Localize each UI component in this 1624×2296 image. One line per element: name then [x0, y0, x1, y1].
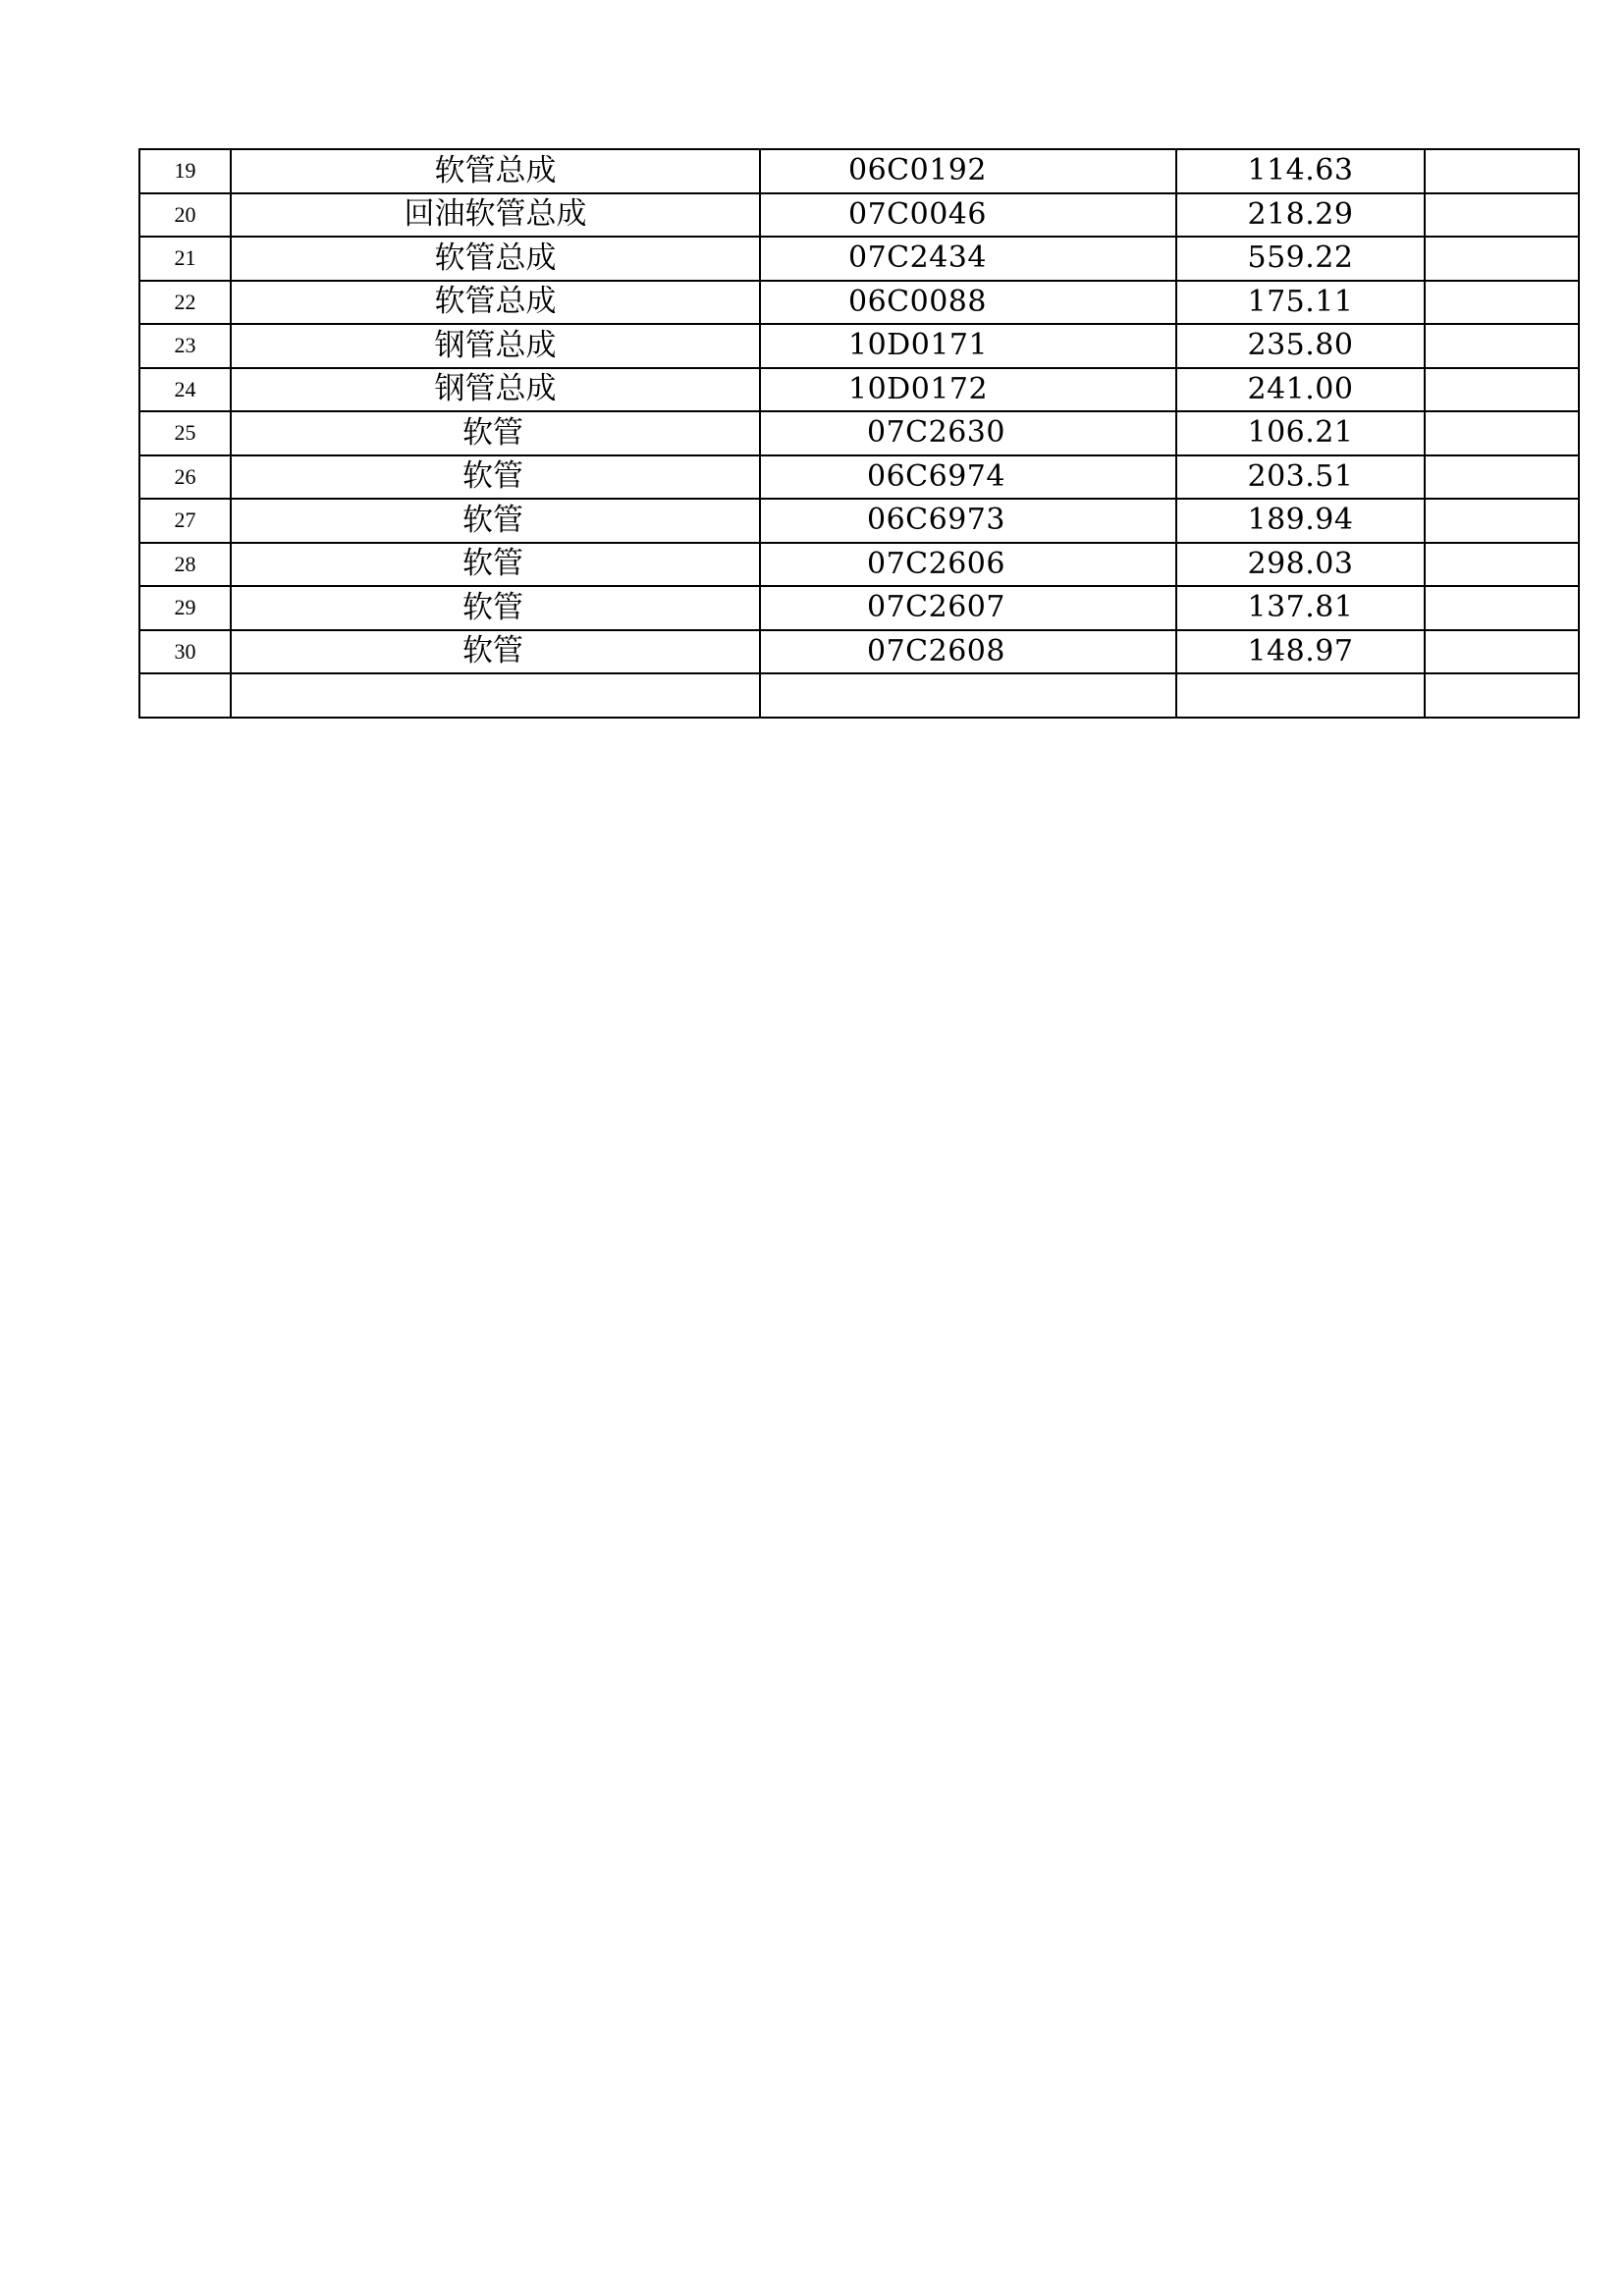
part-code: 07C2607 — [760, 586, 1176, 630]
table-row — [139, 324, 1579, 368]
part-name: 钢管总成 — [231, 368, 760, 412]
row-number: 30 — [139, 630, 231, 674]
part-name: 软管 — [231, 411, 760, 455]
part-code — [760, 673, 1176, 718]
row-number: 23 — [139, 324, 231, 368]
part-name: 软管总成 — [231, 237, 760, 281]
part-code: 06C0192 — [760, 149, 1176, 193]
part-price: 203.51 — [1176, 455, 1425, 500]
part-price: 106.21 — [1176, 411, 1425, 455]
part-price: 137.81 — [1176, 586, 1425, 630]
part-note — [1425, 368, 1579, 412]
part-note — [1425, 673, 1579, 718]
part-note — [1425, 237, 1579, 281]
row-number: 28 — [139, 543, 231, 587]
row-number: 24 — [139, 368, 231, 412]
part-code: 07C2608 — [760, 630, 1176, 674]
table-row — [139, 281, 1579, 325]
part-note — [1425, 543, 1579, 587]
part-name: 软管总成 — [231, 281, 760, 325]
row-number: 20 — [139, 193, 231, 238]
part-code: 10D0172 — [760, 368, 1176, 412]
part-note — [1425, 586, 1579, 630]
part-code: 06C6974 — [760, 455, 1176, 500]
row-number: 26 — [139, 455, 231, 500]
row-number: 29 — [139, 586, 231, 630]
table-row — [139, 149, 1579, 193]
part-price: 148.97 — [1176, 630, 1425, 674]
row-number: 19 — [139, 149, 231, 193]
row-number: 21 — [139, 237, 231, 281]
table-row — [139, 455, 1579, 500]
part-name: 软管 — [231, 543, 760, 587]
part-name: 软管 — [231, 630, 760, 674]
part-price: 559.22 — [1176, 237, 1425, 281]
row-number: 27 — [139, 499, 231, 543]
part-code: 07C2606 — [760, 543, 1176, 587]
part-note — [1425, 630, 1579, 674]
part-price: 298.03 — [1176, 543, 1425, 587]
table-row — [139, 411, 1579, 455]
part-name: 软管 — [231, 499, 760, 543]
part-code: 07C0046 — [760, 193, 1176, 238]
table-row — [139, 237, 1579, 281]
part-name: 软管 — [231, 455, 760, 500]
part-note — [1425, 455, 1579, 500]
part-code: 06C6973 — [760, 499, 1176, 543]
part-code: 10D0171 — [760, 324, 1176, 368]
part-price — [1176, 673, 1425, 718]
row-number: 22 — [139, 281, 231, 325]
part-price: 189.94 — [1176, 499, 1425, 543]
parts-price-table — [138, 148, 1580, 719]
part-name — [231, 673, 760, 718]
part-note — [1425, 281, 1579, 325]
part-name: 回油软管总成 — [231, 193, 760, 238]
table-row-empty — [139, 673, 1579, 718]
part-price: 241.00 — [1176, 368, 1425, 412]
table-row — [139, 193, 1579, 238]
table-row — [139, 543, 1579, 587]
table-row — [139, 368, 1579, 412]
part-note — [1425, 149, 1579, 193]
table-row — [139, 499, 1579, 543]
table-row — [139, 586, 1579, 630]
part-note — [1425, 324, 1579, 368]
part-note — [1425, 411, 1579, 455]
part-price: 235.80 — [1176, 324, 1425, 368]
row-number: 25 — [139, 411, 231, 455]
part-code: 07C2630 — [760, 411, 1176, 455]
part-name: 钢管总成 — [231, 324, 760, 368]
part-code: 07C2434 — [760, 237, 1176, 281]
table-row — [139, 630, 1579, 674]
part-price: 218.29 — [1176, 193, 1425, 238]
part-price: 114.63 — [1176, 149, 1425, 193]
part-code: 06C0088 — [760, 281, 1176, 325]
part-name: 软管 — [231, 586, 760, 630]
part-name: 软管总成 — [231, 149, 760, 193]
part-note — [1425, 193, 1579, 238]
part-note — [1425, 499, 1579, 543]
part-price: 175.11 — [1176, 281, 1425, 325]
row-number — [139, 673, 231, 718]
